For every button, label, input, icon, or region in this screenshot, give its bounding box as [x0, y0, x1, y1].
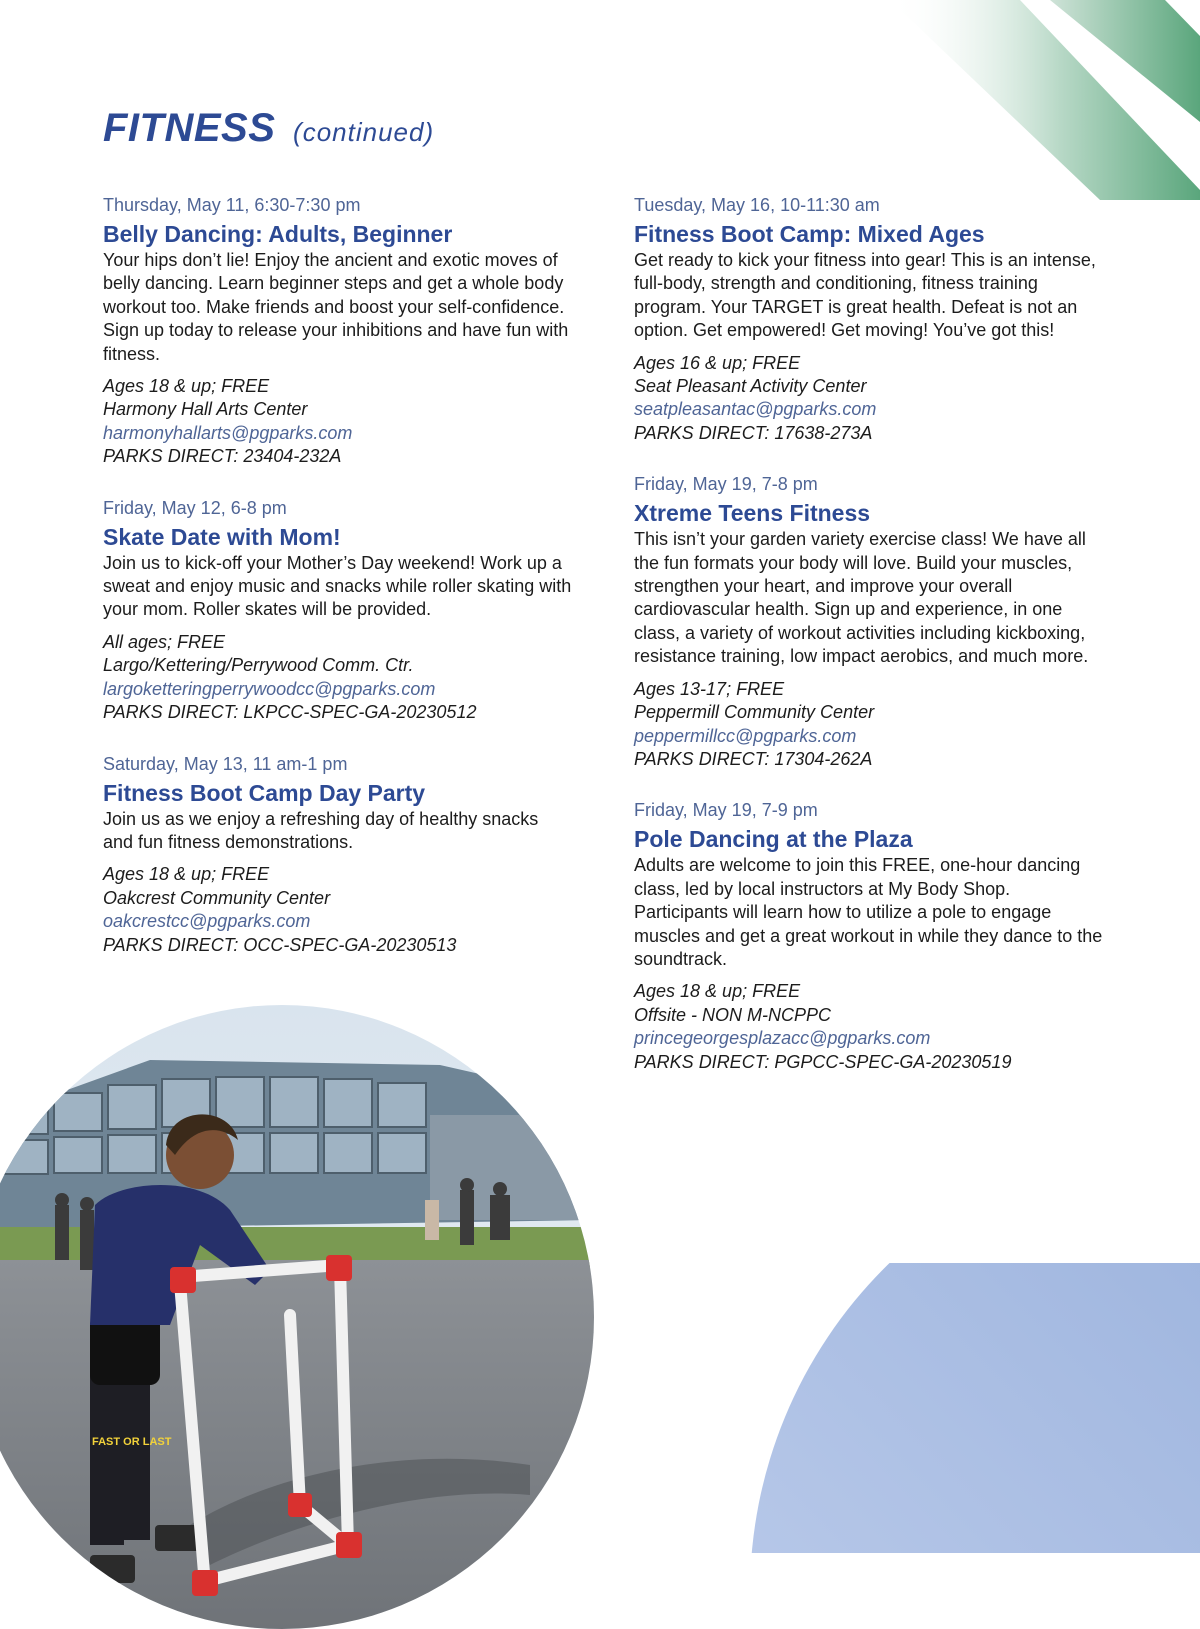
event-parks-direct: PARKS DIRECT: OCC-SPEC-GA-20230513 [103, 934, 457, 955]
event-description: Join us to kick-off your Mother’s Day weekend! Work up a sweat and enjoy music and snacks while roller skating with your mom. Roller skates will be provided. [103, 552, 572, 620]
event-parks-direct: PARKS DIRECT: PGPCC-SPEC-GA-20230519 [634, 1051, 1012, 1072]
right-column [634, 194, 1104, 1102]
event-ages: All ages; FREE [103, 631, 226, 652]
event-belly-dancing [103, 194, 573, 469]
shirt-lettering: FAST OR LAST [92, 1436, 172, 1448]
event-title: Xtreme Teens Fitness [634, 500, 871, 527]
event-title: Fitness Boot Camp Day Party [103, 779, 426, 806]
event-email-link[interactable]: princegeorgesplazacc@pgparks.com [634, 1028, 931, 1049]
event-email-link[interactable]: largoketteringperrywoodcc@pgparks.com [103, 678, 436, 699]
event-ages: Ages 18 & up; FREE [103, 864, 270, 885]
event-location: Peppermill Community Center [634, 702, 875, 723]
event-boot-camp-mixed-ages [634, 194, 1104, 445]
event-ages: Ages 18 & up; FREE [103, 376, 270, 397]
event-description: Adults are welcome to join this FREE, one-hour dancing class, led by local instructors at My Body Shop. Participants will learn how to utilize a pole to engage muscles and get a great workout in while they dance to the soundtrack. [634, 855, 1103, 969]
event-email-link[interactable]: oakcrestcc@pgparks.com [103, 911, 311, 932]
page-title-main: FITNESS [103, 106, 276, 150]
event-date: Friday, May 12, 6-8 pm [103, 497, 287, 518]
event-details [103, 863, 573, 957]
event-ages: Ages 13-17; FREE [634, 678, 785, 699]
event-xtreme-teens [634, 473, 1104, 771]
page-title [103, 106, 434, 151]
event-details [103, 631, 573, 725]
event-description: Your hips don’t lie! Enjoy the ancient and exotic moves of belly dancing. Learn beginner steps and get a whole body workout too. Make friends and boost your self-confidence. Sign up today to release your inhibitions and have fun with fitness. [103, 250, 569, 364]
event-date: Saturday, May 13, 11 am-1 pm [103, 753, 348, 774]
event-parks-direct: PARKS DIRECT: LKPCC-SPEC-GA-20230512 [103, 702, 477, 723]
event-email-link[interactable]: harmonyhallarts@pgparks.com [103, 422, 353, 443]
event-title: Belly Dancing: Adults, Beginner [103, 221, 453, 247]
event-details [103, 375, 573, 469]
event-details [634, 678, 1104, 772]
event-location: Oakcrest Community Center [103, 887, 331, 908]
event-description: Get ready to kick your fitness into gear! This is an intense, full-body, strength and conditioning, fitness training program. Your TARGET is great health. Defeat is not an option. Get empowered! Get moving! You’ve got this! [634, 250, 1096, 341]
event-date: Thursday, May 11, 6:30-7:30 pm [103, 195, 361, 215]
event-location: Offsite - NON M-NCPPC [634, 1004, 832, 1025]
left-column [103, 194, 573, 985]
event-parks-direct: PARKS DIRECT: 23404-232A [103, 446, 342, 467]
event-email-link[interactable]: seatpleasantac@pgparks.com [634, 399, 877, 420]
event-email-link[interactable]: peppermillcc@pgparks.com [634, 725, 857, 746]
event-skate-date [103, 497, 573, 725]
event-details [634, 352, 1104, 446]
event-details [634, 980, 1104, 1074]
event-title: Fitness Boot Camp: Mixed Ages [634, 221, 985, 247]
event-date: Friday, May 19, 7-8 pm [634, 474, 818, 495]
event-ages: Ages 18 & up; FREE [634, 981, 801, 1002]
event-location: Harmony Hall Arts Center [103, 399, 308, 420]
bottom-right-decoration [740, 1263, 1200, 1553]
skating-child-photo [0, 1005, 594, 1629]
event-date: Friday, May 19, 7-9 pm [634, 800, 818, 821]
event-location: Seat Pleasant Activity Center [634, 376, 867, 397]
page-title-subtitle: (continued) [293, 117, 435, 147]
event-title: Skate Date with Mom! [103, 523, 341, 550]
event-title: Pole Dancing at the Plaza [634, 826, 913, 853]
event-description: This isn’t your garden variety exercise class! We have all the fun formats your body will love. Build your muscles, strengthen your heart, and improve your overall cardiovascular health. Sign up and experience, in one class, a variety of workout activities including kickboxing, resistance training, low impact aerobics, and much more. [634, 529, 1089, 667]
event-boot-camp-day-party [103, 753, 573, 957]
event-location: Largo/Kettering/Perrywood Comm. Ctr. [103, 655, 414, 676]
event-parks-direct: PARKS DIRECT: 17304-262A [634, 748, 873, 769]
event-description: Join us as we enjoy a refreshing day of healthy snacks and fun fitness demonstrations. [103, 808, 539, 852]
event-parks-direct: PARKS DIRECT: 17638-273A [634, 422, 873, 443]
event-ages: Ages 16 & up; FREE [634, 352, 801, 373]
event-pole-dancing [634, 799, 1104, 1074]
top-right-decoration [860, 0, 1200, 200]
event-date: Tuesday, May 16, 10-11:30 am [634, 195, 880, 215]
